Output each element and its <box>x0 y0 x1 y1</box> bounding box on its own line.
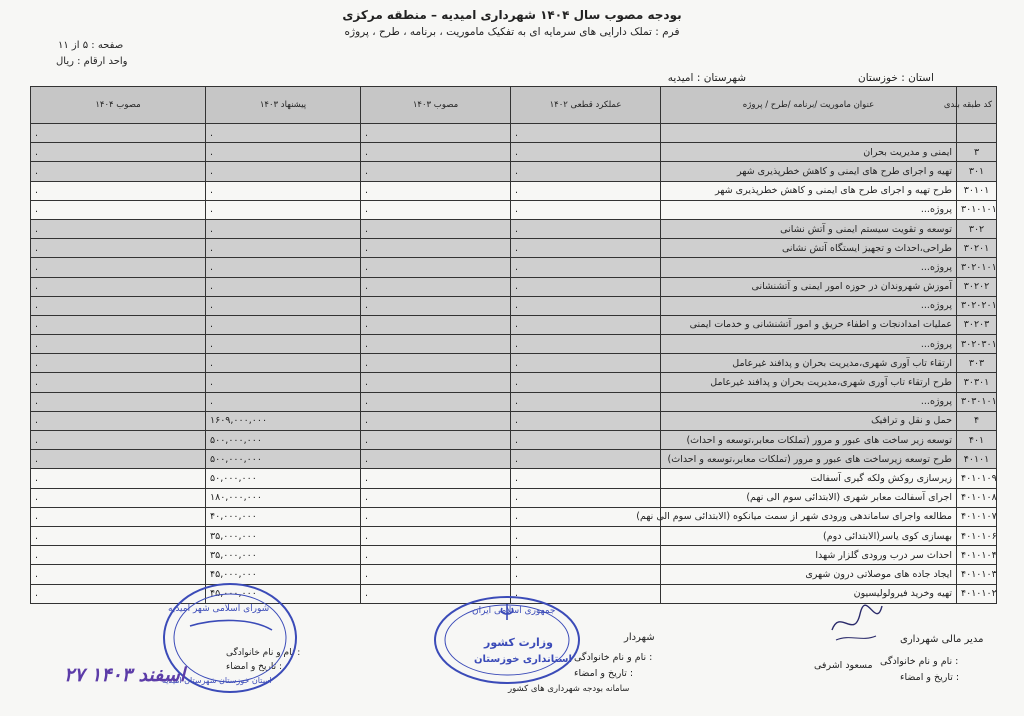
row-approved-1404: . <box>31 258 206 277</box>
row-approved-1403: . <box>361 296 511 315</box>
row-proposed-1403: ۳۵,۰۰۰,۰۰۰ <box>206 546 361 565</box>
row-proposed-1403: . <box>206 258 361 277</box>
row-actual-1402: . <box>511 219 661 238</box>
row-approved-1403: . <box>361 181 511 200</box>
row-code: ۳۰۳۰۱۰۱ <box>957 392 997 411</box>
row-title: طراحی،احداث و تجهیز ایستگاه آتش نشانی <box>661 239 957 258</box>
row-actual-1402: . <box>511 507 661 526</box>
row-title: ارتقاء تاب آوری شهری،مدیریت بحران و پدافند غیرعامل <box>661 354 957 373</box>
col-header-title: عنوان ماموریت /برنامه /طرح / پروژه <box>661 87 957 124</box>
table-row <box>31 488 997 507</box>
row-title: آموزش شهروندان در حوزه امور ایمنی و آتشنشانی <box>661 277 957 296</box>
table-header-row <box>31 87 997 124</box>
row-proposed-1403: . <box>206 162 361 181</box>
row-title: تهیه و اجرای طرح های ایمنی و کاهش خطرپذیری شهر <box>661 162 957 181</box>
row-title: احداث سر درب ورودی گلزار شهدا <box>661 546 957 565</box>
row-proposed-1403: . <box>206 200 361 219</box>
row-title: مطالعه واجرای ساماندهی ورودی شهر از سمت میانکوه (الابتدائی سوم الی نهم) <box>661 507 957 526</box>
ministry-seal-text1: جمهوری اسلامی ایران <box>472 606 556 616</box>
row-title: زیرسازی روکش ولکه گیری آسفالت <box>661 469 957 488</box>
row-title: ایجاد جاده های موصلاتی درون شهری <box>661 565 957 584</box>
row-proposed-1403: ۵۰۰,۰۰۰,۰۰۰ <box>206 431 361 450</box>
row-title: توسعه زیر ساخت های عبور و مرور (تملکات معابر،توسعه و احداث) <box>661 431 957 450</box>
row-approved-1403: . <box>361 200 511 219</box>
row-approved-1404: . <box>31 488 206 507</box>
row-title: بهسازی کوی یاسر(الابتدائی دوم) <box>661 526 957 545</box>
row-actual-1402: . <box>511 488 661 507</box>
row-actual-1402: . <box>511 181 661 200</box>
row-proposed-1403: ۴۰,۰۰۰,۰۰۰ <box>206 507 361 526</box>
table-row <box>31 373 997 392</box>
mayor-name-label: نام و نام خانوادگی : <box>574 652 653 663</box>
row-approved-1403: . <box>361 277 511 296</box>
row-actual-1402: . <box>511 584 661 603</box>
row-approved-1403: . <box>361 315 511 334</box>
finance-name-label: نام و نام خانوادگی : <box>880 656 959 667</box>
row-title: عملیات امدادنجات و اطفاء حریق و امور آتشنشانی و خدمات ایمنی <box>661 315 957 334</box>
row-code: ۴۰۱۰۱۰۷ <box>957 507 997 526</box>
council-name-label: نام و نام خانوادگی : <box>226 648 301 658</box>
row-approved-1404: . <box>31 277 206 296</box>
row-code: ۴۰۱۰۱۰۲ <box>957 584 997 603</box>
ministry-seal-text2: وزارت کشور <box>484 636 553 649</box>
table-row <box>31 469 997 488</box>
row-code: ۳۰۲ <box>957 219 997 238</box>
finance-manager-title: مدیر مالی شهرداری <box>900 634 984 645</box>
row-actual-1402: . <box>511 335 661 354</box>
row-approved-1404: . <box>31 219 206 238</box>
table-row <box>31 239 997 258</box>
row-title: پروژه... <box>661 392 957 411</box>
finance-manager-name: مسعود اشرفی <box>814 660 873 671</box>
table-row <box>31 411 997 430</box>
row-title: طرح توسعه زیرساخت های عبور و مرور (تملکات معابر،توسعه و احداث) <box>661 450 957 469</box>
row-title: پروژه... <box>661 200 957 219</box>
row-title: تهیه وخرید فیرولولیسیون <box>661 584 957 603</box>
col-header-proposed-1403: پیشنهاد ۱۴۰۳ <box>206 87 361 124</box>
row-code: ۳۰۳ <box>957 354 997 373</box>
row-approved-1404: . <box>31 124 206 143</box>
row-approved-1404: . <box>31 469 206 488</box>
city-label: شهرستان : امیدیه <box>667 72 746 84</box>
council-date-label: تاریخ و امضاء : <box>226 662 282 672</box>
row-approved-1403: . <box>361 584 511 603</box>
row-approved-1404: . <box>31 450 206 469</box>
row-actual-1402: . <box>511 258 661 277</box>
row-title: ایمنی و مدیریت بحران <box>661 143 957 162</box>
table-row <box>31 315 997 334</box>
row-approved-1403: . <box>361 239 511 258</box>
table-row <box>31 124 997 143</box>
row-approved-1403: . <box>361 335 511 354</box>
row-actual-1402: . <box>511 277 661 296</box>
row-code: ۳۰۲۰۳۰۱ <box>957 335 997 354</box>
table-row <box>31 200 997 219</box>
row-proposed-1403: . <box>206 239 361 258</box>
row-approved-1404: . <box>31 565 206 584</box>
table-row <box>31 219 997 238</box>
row-approved-1403: . <box>361 373 511 392</box>
col-header-code: کد طبقه بندی <box>957 87 997 124</box>
form-subtitle: فرم : تملک دارایی های سرمایه ای به تفکیک ماموریت ، برنامه ، طرح ، پروژه <box>344 26 680 38</box>
col-header-actual-1402: عملکرد قطعی ۱۴۰۲ <box>511 87 661 124</box>
row-approved-1403: . <box>361 565 511 584</box>
col-header-approved-1404: مصوب ۱۴۰۴ <box>31 87 206 124</box>
row-actual-1402: . <box>511 450 661 469</box>
row-title: طرح تهیه و اجرای طرح های ایمنی و کاهش خطرپذیری شهر <box>661 181 957 200</box>
row-actual-1402: . <box>511 411 661 430</box>
row-approved-1404: . <box>31 411 206 430</box>
table-row <box>31 143 997 162</box>
row-proposed-1403: . <box>206 392 361 411</box>
row-code: ۴۰۱۰۱۰۴ <box>957 546 997 565</box>
row-approved-1403: . <box>361 143 511 162</box>
system-footer: سامانه بودجه شهرداری های کشور <box>508 684 630 694</box>
row-actual-1402: . <box>511 546 661 565</box>
table-row <box>31 507 997 526</box>
document-title: بودجه مصوب سال ۱۴۰۴ شهرداری امیدیه – منطقه مرکزی <box>342 8 682 22</box>
row-title <box>661 124 957 143</box>
row-title: پروژه... <box>661 335 957 354</box>
row-code: ۳۰۳۰۱ <box>957 373 997 392</box>
row-code: ۴۰۱ <box>957 431 997 450</box>
row-code: ۴۰۱۰۱ <box>957 450 997 469</box>
row-approved-1404: . <box>31 431 206 450</box>
row-actual-1402: . <box>511 200 661 219</box>
row-code <box>957 124 997 143</box>
row-approved-1404: . <box>31 143 206 162</box>
table-row <box>31 335 997 354</box>
row-actual-1402: . <box>511 162 661 181</box>
row-actual-1402: . <box>511 124 661 143</box>
row-proposed-1403: . <box>206 219 361 238</box>
row-approved-1404: . <box>31 373 206 392</box>
row-approved-1404: . <box>31 162 206 181</box>
row-approved-1403: . <box>361 431 511 450</box>
row-approved-1403: . <box>361 354 511 373</box>
row-actual-1402: . <box>511 392 661 411</box>
row-approved-1404: . <box>31 354 206 373</box>
mayor-title: شهردار <box>624 632 655 643</box>
row-approved-1403: . <box>361 450 511 469</box>
row-code: ۳۰۱ <box>957 162 997 181</box>
ministry-seal-text3: استانداری خوزستان <box>474 654 572 665</box>
row-proposed-1403: . <box>206 277 361 296</box>
row-proposed-1403: ۴۵,۰۰۰,۰۰۰ <box>206 584 361 603</box>
row-code: ۴ <box>957 411 997 430</box>
row-approved-1403: . <box>361 162 511 181</box>
budget-table <box>30 86 997 604</box>
table-row <box>31 181 997 200</box>
row-title: پروژه... <box>661 296 957 315</box>
row-approved-1403: . <box>361 469 511 488</box>
row-code: ۳۰۲۰۱۰۱ <box>957 258 997 277</box>
row-actual-1402: . <box>511 431 661 450</box>
row-approved-1403: . <box>361 507 511 526</box>
row-actual-1402: . <box>511 143 661 162</box>
row-proposed-1403: . <box>206 335 361 354</box>
table-row <box>31 258 997 277</box>
row-proposed-1403: . <box>206 124 361 143</box>
row-proposed-1403: ۳۵,۰۰۰,۰۰۰ <box>206 526 361 545</box>
row-approved-1404: . <box>31 584 206 603</box>
row-actual-1402: . <box>511 239 661 258</box>
row-approved-1403: . <box>361 546 511 565</box>
row-actual-1402: . <box>511 296 661 315</box>
row-approved-1403: . <box>361 258 511 277</box>
row-approved-1404: . <box>31 315 206 334</box>
row-code: ۳۰۲۰۱ <box>957 239 997 258</box>
row-approved-1403: . <box>361 392 511 411</box>
row-proposed-1403: . <box>206 143 361 162</box>
finance-date-label: تاریخ و امضاء : <box>900 672 960 683</box>
row-actual-1402: . <box>511 315 661 334</box>
row-title: توسعه و تقویت سیستم ایمنی و آتش نشانی <box>661 219 957 238</box>
row-actual-1402: . <box>511 373 661 392</box>
row-proposed-1403: ۱۸۰,۰۰۰,۰۰۰ <box>206 488 361 507</box>
province-label: استان : خوزستان <box>858 72 934 84</box>
council-seal-text1: شورای اسلامی شهر امیدیه <box>168 604 270 614</box>
page-number: صفحه : ۵ از ۱۱ <box>58 40 124 51</box>
row-approved-1404: . <box>31 507 206 526</box>
row-approved-1404: . <box>31 181 206 200</box>
row-proposed-1403: ۵۰,۰۰۰,۰۰۰ <box>206 469 361 488</box>
date-stamp: ۲۷ اسفند ۱۴۰۳ <box>64 664 185 686</box>
row-actual-1402: . <box>511 354 661 373</box>
col-header-approved-1403: مصوب ۱۴۰۳ <box>361 87 511 124</box>
row-approved-1404: . <box>31 392 206 411</box>
table-row <box>31 526 997 545</box>
row-title: پروژه... <box>661 258 957 277</box>
row-proposed-1403: . <box>206 373 361 392</box>
row-approved-1404: . <box>31 526 206 545</box>
table-row <box>31 296 997 315</box>
row-actual-1402: . <box>511 565 661 584</box>
finance-signature-icon <box>826 600 886 646</box>
row-approved-1403: . <box>361 219 511 238</box>
row-code: ۴۰۱۰۱۰۹ <box>957 469 997 488</box>
row-approved-1403: . <box>361 526 511 545</box>
row-approved-1404: . <box>31 239 206 258</box>
row-code: ۴۰۱۰۱۰۸ <box>957 488 997 507</box>
row-actual-1402: . <box>511 469 661 488</box>
row-proposed-1403: ۱۶۰۹,۰۰۰,۰۰۰ <box>206 411 361 430</box>
row-title: اجرای آسفالت معابر شهری (الابتدائی سوم الی نهم) <box>661 488 957 507</box>
table-row <box>31 431 997 450</box>
row-code: ۳۰۱۰۱ <box>957 181 997 200</box>
row-proposed-1403: ۵۰۰,۰۰۰,۰۰۰ <box>206 450 361 469</box>
table-row <box>31 450 997 469</box>
row-code: ۳۰۲۰۲۰۱ <box>957 296 997 315</box>
table-row <box>31 392 997 411</box>
row-code: ۳۰۱۰۱۰۱ <box>957 200 997 219</box>
row-code: ۳ <box>957 143 997 162</box>
row-approved-1404: . <box>31 200 206 219</box>
row-proposed-1403: . <box>206 296 361 315</box>
row-approved-1403: . <box>361 488 511 507</box>
row-title: حمل و نقل و ترافیک <box>661 411 957 430</box>
table-row <box>31 546 997 565</box>
row-actual-1402: . <box>511 526 661 545</box>
row-approved-1404: . <box>31 546 206 565</box>
table-row <box>31 354 997 373</box>
row-title: طرح ارتقاء تاب آوری شهری،مدیریت بحران و پدافند غیرعامل <box>661 373 957 392</box>
row-proposed-1403: ۴۵,۰۰۰,۰۰۰ <box>206 565 361 584</box>
row-code: ۳۰۲۰۲ <box>957 277 997 296</box>
council-seal-text2: استان خوزستان شهرستان امیدیه <box>162 676 272 685</box>
row-proposed-1403: . <box>206 181 361 200</box>
row-code: ۳۰۲۰۳ <box>957 315 997 334</box>
row-approved-1403: . <box>361 411 511 430</box>
row-proposed-1403: . <box>206 315 361 334</box>
row-approved-1404: . <box>31 335 206 354</box>
unit-label: واحد ارقام : ریال <box>56 56 128 67</box>
row-approved-1404: . <box>31 296 206 315</box>
row-proposed-1403: . <box>206 354 361 373</box>
table-row <box>31 162 997 181</box>
row-approved-1403: . <box>361 124 511 143</box>
row-code: ۴۰۱۰۱۰۶ <box>957 526 997 545</box>
row-code: ۴۰۱۰۱۰۳ <box>957 565 997 584</box>
mayor-date-label: تاریخ و امضاء : <box>574 668 634 679</box>
table-row <box>31 277 997 296</box>
